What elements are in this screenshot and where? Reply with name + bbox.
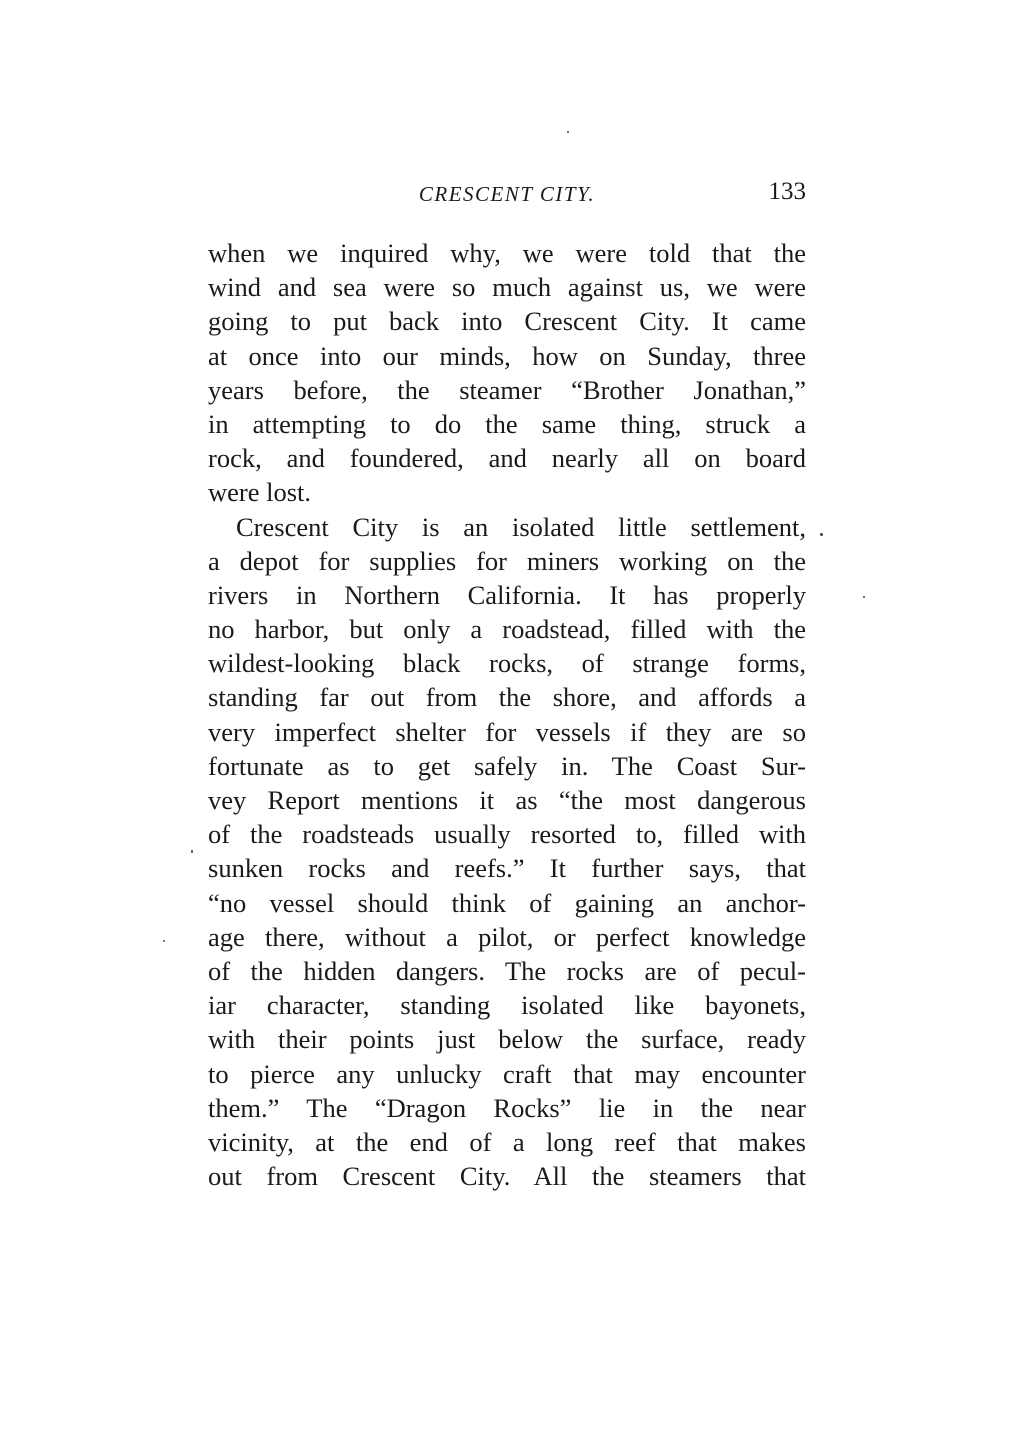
paragraph-1 [208,236,806,510]
text-line: at once into our minds, how on Sunday, three [208,340,806,371]
page-number: 133 [768,178,806,205]
text-line: iar character, standing isolated like bayonets, [208,990,806,1021]
text-line: out from Crescent City. All the steamers that [208,1161,806,1192]
scan-speck [567,131,569,133]
text-line: with their points just below the surface, ready [208,1024,806,1055]
text-line: rivers in Northern California. It has properly [208,579,806,610]
text-line: vicinity, at the end of a long reef that makes [208,1126,806,1157]
text-line: going to put back into Crescent City. It came [208,306,806,337]
text-line: were lost. [208,477,312,508]
text-line: them.” The “Dragon Rocks” lie in the near [208,1092,806,1123]
text-line: of the hidden dangers. The rocks are of pecul- [208,955,806,986]
text-line: “no vessel should think of gaining an anchor- [208,887,806,918]
scan-speck [820,533,823,536]
running-head [208,178,806,212]
paragraph-2 [208,510,806,1194]
text-line: of the roadsteads usually resorted to, filled with [208,819,806,850]
text-line: no harbor, but only a roadstead, filled with the [208,614,806,645]
scan-speck [863,596,865,598]
body-text [208,236,806,1193]
running-title: CRESCENT CITY. [418,182,596,206]
text-line: fortunate as to get safely in. The Coast Sur- [208,750,806,781]
text-line: rock, and foundered, and nearly all on board [208,443,806,474]
text-line: vey Report mentions it as “the most dangerous [208,785,806,815]
text-line: age there, without a pilot, or perfect knowledge [208,921,806,952]
scan-speck [163,940,165,942]
text-line: wind and sea were so much against us, we were [208,272,806,303]
text-line: wildest-looking black rocks, of strange forms, [208,648,806,679]
text-line: in attempting to do the same thing, struck a [208,408,806,439]
scan-speck [191,850,193,853]
text-line: to pierce any unlucky craft that may encounter [208,1058,806,1089]
text-line: a depot for supplies for miners working on the [208,545,806,576]
text-line: standing far out from the shore, and affords a [208,682,806,713]
text-line: Crescent City is an isolated little settlement, [236,511,806,542]
text-line: very imperfect shelter for vessels if they are so [208,716,806,747]
text-line: years before, the steamer “Brother Jonathan,” [208,374,806,405]
text-line: sunken rocks and reefs.” It further says, that [208,853,806,884]
text-line: when we inquired why, we were told that the [208,238,806,268]
